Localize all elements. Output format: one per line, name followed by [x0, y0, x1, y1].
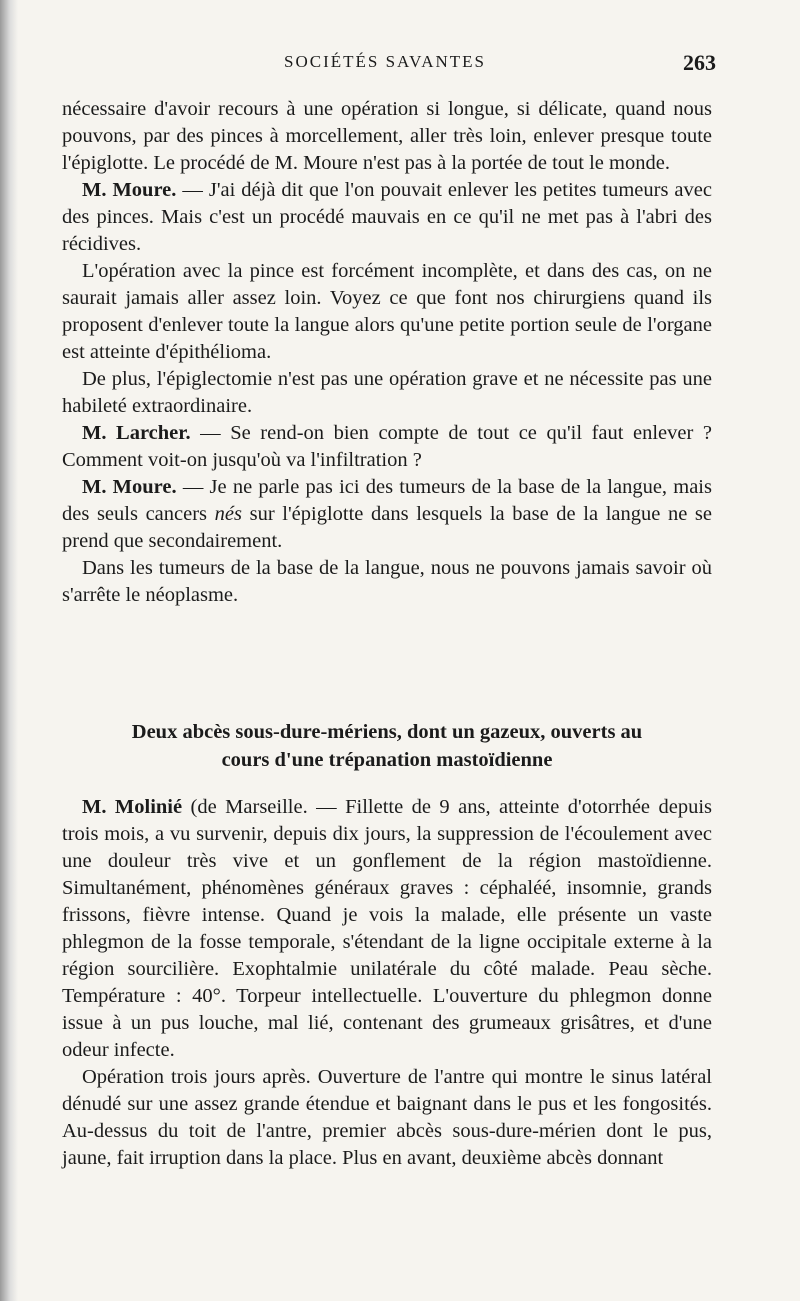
paragraph — [62, 1064, 712, 1172]
discussion-text — [62, 96, 712, 609]
section-title-line: cours d'une trépanation mastoïdienne — [221, 749, 553, 771]
paragraph-text: L'opération avec la pince est forcément incomplète, et dans des cas, on ne saurait jamais aller assez loin. Voyez ce que font nos chirurgiens quand ils proposent d'enlever toute la langue alors qu'une petite portion seule de l'organe est atteinte d'épithélioma. — [62, 260, 712, 363]
paragraph — [62, 177, 712, 258]
paragraph-text: Opération trois jours après. Ouverture de l'antre qui montre le sinus latéral dénudé sur une assez grande étendue et baignant dans le pus et les fongosités. Au-dessus du toit de l'antre, premier abcès sous-dure-mérien dont le pus, jaune, fait irruption dans la place. Plus en avant, deuxième abcès donnant — [62, 1066, 712, 1169]
paragraph — [62, 258, 712, 366]
paragraph — [62, 794, 712, 1064]
paragraph-text: Dans les tumeurs de la base de la langue, nous ne pouvons jamais savoir où s'arrête le néoplasme. — [62, 557, 712, 606]
scan-edge-shadow — [0, 0, 18, 1301]
paragraph — [62, 420, 712, 474]
section-body — [62, 794, 712, 1172]
running-head — [60, 50, 716, 75]
paragraph — [62, 96, 712, 177]
paragraph-text: (de Marseille. — Fillette de 9 ans, atteinte d'otorrhée depuis trois mois, a vu survenir, depuis dix jours, la suppression de l'écoulement avec une douleur très vive et un gonflement de la région mastoïdienne. Simultanément, phénomènes généraux graves : céphaléé, insomnie, grands frissons, fièvre intense. Quand je vois la malade, elle présente un vaste phlegmon de la fosse temporale, s'étendant de la ligne occipitale externe à la région sourcilière. Exophtalmie unilatérale du côté malade. Peau sèche. Température : 40°. Torpeur intellectuelle. L'ouverture du phlegmon donne issue à un pus louche, mal lié, contenant des grumeaux grisâtres, et d'une odeur infecte. — [62, 796, 712, 1061]
section-title-line: Deux abcès sous-dure-mériens, dont un gazeux, ouverts au — [131, 721, 643, 743]
speaker-name: M. Moure. — [82, 476, 177, 498]
paragraph — [62, 366, 712, 420]
page-number: 263 — [683, 50, 716, 75]
paragraph-text: De plus, l'épiglectomie n'est pas une opération grave et ne nécessite pas une habileté extraordinaire. — [62, 368, 712, 417]
paragraph — [62, 555, 712, 609]
paragraph-text: — J'ai déjà dit que l'on pouvait enlever les petites tumeurs avec des pinces. Mais c'est un procédé mauvais en ce qu'il ne met pas à l'abri des récidives. — [62, 179, 712, 255]
speaker-name: M. Molinié — [82, 796, 183, 818]
italic-word: nés — [214, 503, 242, 525]
speaker-name: M. Moure. — [82, 179, 177, 201]
paragraph-text: — Se rend-on bien compte de tout ce qu'il faut enlever ? Comment voit-on jusqu'où va l'infiltration ? — [62, 422, 712, 471]
paragraph-text: nécessaire d'avoir recours à une opération si longue, si délicate, quand nous pouvons, par des pinces à morcellement, aller très loin, enlever presque toute l'épiglotte. Le procédé de M. Moure n'est pas à la portée de tout le monde. — [62, 98, 712, 174]
running-title: SOCIÉTÉS SAVANTES — [284, 52, 486, 71]
paragraph — [62, 474, 712, 555]
section-title — [62, 718, 712, 774]
speaker-name: M. Larcher. — [82, 422, 191, 444]
paragraph-text: sur l'épiglotte dans lesquels la base de la langue ne se prend que secondairement. — [62, 503, 712, 552]
paragraph-text: — Je ne parle pas ici des tumeurs de la base de la langue, mais des seuls cancers — [62, 476, 712, 525]
